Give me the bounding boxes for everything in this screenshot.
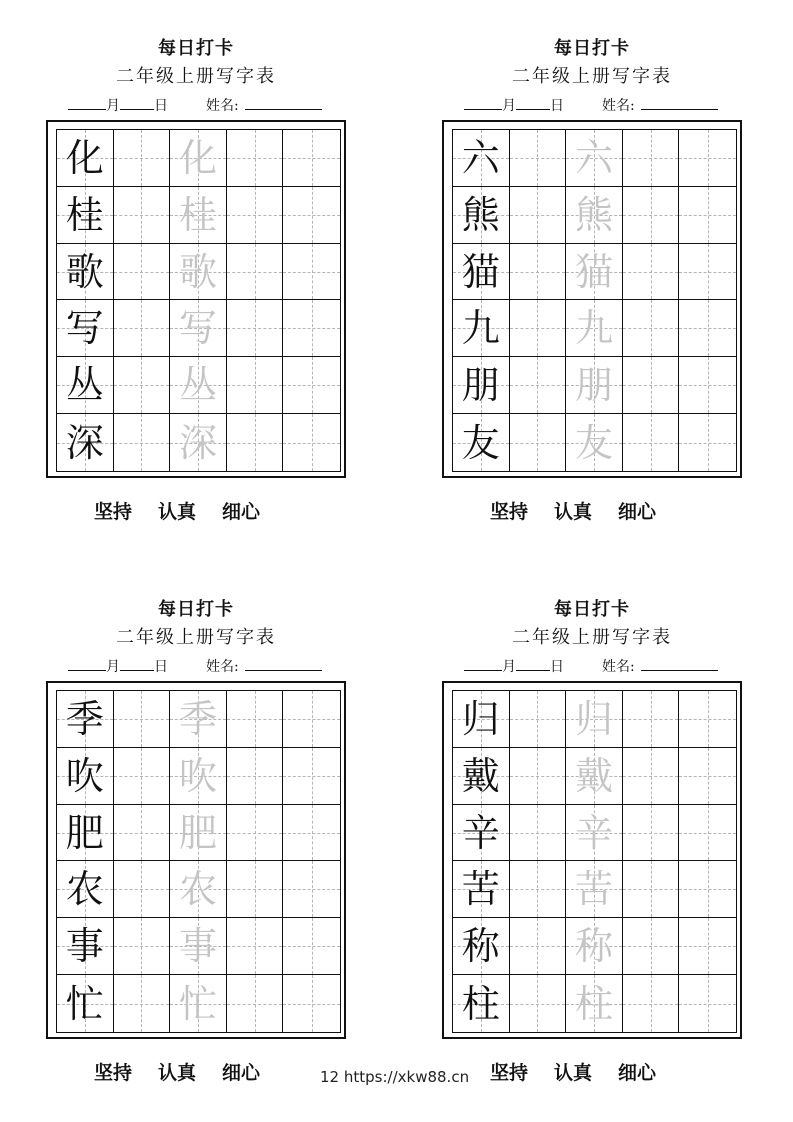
model-character: 季 — [65, 696, 104, 741]
model-cell — [57, 748, 114, 805]
month-blank[interactable] — [68, 94, 106, 110]
practice-frame — [46, 120, 346, 478]
blank-writing-cell[interactable] — [510, 414, 567, 471]
motto-attentive: 细心 — [618, 501, 657, 523]
month-blank[interactable] — [464, 655, 502, 671]
blank-writing-cell[interactable] — [227, 244, 284, 301]
day-blank[interactable] — [516, 655, 550, 671]
month-label: 月 — [106, 659, 120, 675]
trace-character: 柱 — [574, 981, 613, 1026]
trace-character: 季 — [178, 696, 217, 741]
sheet-title: 每日打卡 — [554, 38, 630, 59]
motto — [94, 1058, 286, 1085]
sheet-title: 每日打卡 — [158, 38, 234, 59]
model-cell — [453, 805, 510, 862]
model-character: 戴 — [461, 753, 500, 798]
name-label: 姓名: — [206, 659, 239, 675]
trace-character: 忙 — [178, 981, 217, 1026]
blank-writing-cell[interactable] — [227, 805, 284, 862]
blank-writing-cell[interactable] — [510, 691, 567, 748]
page-number: 12 — [320, 1068, 340, 1086]
blank-writing-cell[interactable] — [679, 244, 736, 301]
model-cell — [57, 975, 114, 1032]
name-blank[interactable] — [641, 655, 718, 671]
motto-careful: 认真 — [158, 1062, 197, 1084]
model-character: 六 — [461, 135, 500, 180]
practice-grid — [56, 129, 341, 472]
blank-writing-cell[interactable] — [623, 300, 680, 357]
model-cell — [453, 691, 510, 748]
motto-persist: 坚持 — [94, 1062, 133, 1084]
motto-persist: 坚持 — [490, 501, 529, 523]
name-label: 姓名: — [602, 659, 635, 675]
trace-cell[interactable] — [566, 300, 623, 357]
trace-cell[interactable] — [170, 975, 227, 1032]
trace-character: 农 — [178, 867, 217, 912]
blank-writing-cell[interactable] — [623, 357, 680, 414]
model-character: 农 — [65, 867, 104, 912]
trace-cell[interactable] — [566, 918, 623, 975]
sheet-subtitle: 二年级上册写字表 — [512, 66, 672, 87]
blank-writing-cell[interactable] — [114, 748, 171, 805]
model-cell — [453, 357, 510, 414]
model-cell — [57, 357, 114, 414]
blank-writing-cell[interactable] — [623, 918, 680, 975]
model-cell — [57, 805, 114, 862]
day-label: 日 — [154, 659, 168, 675]
practice-frame — [442, 120, 742, 478]
model-character: 深 — [65, 420, 104, 465]
blank-writing-cell[interactable] — [623, 414, 680, 471]
model-character: 熊 — [461, 192, 500, 237]
trace-cell[interactable] — [566, 861, 623, 918]
model-cell — [57, 861, 114, 918]
blank-writing-cell[interactable] — [623, 805, 680, 862]
trace-character: 戴 — [574, 753, 613, 798]
blank-writing-cell[interactable] — [679, 357, 736, 414]
trace-character: 称 — [574, 924, 613, 969]
trace-character: 写 — [178, 306, 217, 351]
motto — [490, 1058, 682, 1085]
trace-cell[interactable] — [566, 357, 623, 414]
blank-writing-cell[interactable] — [283, 975, 340, 1032]
trace-cell[interactable] — [170, 244, 227, 301]
blank-writing-cell[interactable] — [283, 187, 340, 244]
date-name-line — [68, 655, 322, 677]
trace-character: 猫 — [574, 249, 613, 294]
model-character: 写 — [65, 306, 104, 351]
sheet-title: 每日打卡 — [554, 599, 630, 620]
trace-cell[interactable] — [566, 130, 623, 187]
blank-writing-cell[interactable] — [283, 414, 340, 471]
blank-writing-cell[interactable] — [114, 805, 171, 862]
trace-character: 九 — [574, 306, 613, 351]
trace-cell[interactable] — [170, 805, 227, 862]
trace-cell[interactable] — [566, 414, 623, 471]
day-label: 日 — [550, 98, 564, 114]
motto-careful: 认真 — [554, 501, 593, 523]
model-character: 猫 — [461, 249, 500, 294]
motto-attentive: 细心 — [618, 1062, 657, 1084]
trace-character: 熊 — [574, 192, 613, 237]
blank-writing-cell[interactable] — [510, 748, 567, 805]
month-blank[interactable] — [68, 655, 106, 671]
practice-grid — [56, 690, 341, 1033]
motto-attentive: 细心 — [222, 1062, 261, 1084]
motto-attentive: 细心 — [222, 501, 261, 523]
blank-writing-cell[interactable] — [510, 805, 567, 862]
name-blank[interactable] — [641, 94, 718, 110]
trace-character: 吹 — [178, 753, 217, 798]
trace-character: 肥 — [178, 810, 217, 855]
trace-cell[interactable] — [566, 975, 623, 1032]
day-label: 日 — [550, 659, 564, 675]
model-cell — [453, 975, 510, 1032]
trace-cell[interactable] — [566, 691, 623, 748]
blank-writing-cell[interactable] — [227, 187, 284, 244]
blank-writing-cell[interactable] — [114, 130, 171, 187]
model-cell — [57, 244, 114, 301]
blank-writing-cell[interactable] — [283, 130, 340, 187]
trace-cell[interactable] — [170, 130, 227, 187]
model-cell — [57, 187, 114, 244]
model-cell — [57, 300, 114, 357]
model-character: 苦 — [461, 867, 500, 912]
trace-cell[interactable] — [170, 414, 227, 471]
blank-writing-cell[interactable] — [283, 805, 340, 862]
blank-writing-cell[interactable] — [623, 748, 680, 805]
model-character: 歌 — [65, 249, 104, 294]
trace-cell[interactable] — [566, 187, 623, 244]
blank-writing-cell[interactable] — [283, 357, 340, 414]
day-blank[interactable] — [120, 94, 154, 110]
blank-writing-cell[interactable] — [510, 918, 567, 975]
trace-character: 朋 — [574, 363, 613, 408]
motto — [94, 497, 286, 524]
blank-writing-cell[interactable] — [227, 300, 284, 357]
blank-writing-cell[interactable] — [679, 861, 736, 918]
name-label: 姓名: — [206, 98, 239, 114]
blank-writing-cell[interactable] — [114, 300, 171, 357]
model-cell — [453, 414, 510, 471]
model-cell — [453, 748, 510, 805]
blank-writing-cell[interactable] — [227, 748, 284, 805]
day-label: 日 — [154, 98, 168, 114]
trace-character: 苦 — [574, 867, 613, 912]
blank-writing-cell[interactable] — [679, 691, 736, 748]
blank-writing-cell[interactable] — [623, 975, 680, 1032]
model-character: 丛 — [65, 363, 104, 408]
model-cell — [453, 918, 510, 975]
name-label: 姓名: — [602, 98, 635, 114]
blank-writing-cell[interactable] — [114, 187, 171, 244]
blank-writing-cell[interactable] — [679, 748, 736, 805]
model-cell — [453, 130, 510, 187]
model-character: 桂 — [65, 192, 104, 237]
sheet-subtitle: 二年级上册写字表 — [116, 66, 276, 87]
blank-writing-cell[interactable] — [679, 300, 736, 357]
trace-character: 桂 — [178, 192, 217, 237]
model-character: 事 — [65, 924, 104, 969]
blank-writing-cell[interactable] — [679, 130, 736, 187]
blank-writing-cell[interactable] — [227, 414, 284, 471]
blank-writing-cell[interactable] — [510, 861, 567, 918]
sheet-subtitle: 二年级上册写字表 — [512, 627, 672, 648]
motto-careful: 认真 — [158, 501, 197, 523]
model-character: 辛 — [461, 810, 500, 855]
model-cell — [57, 918, 114, 975]
blank-writing-cell[interactable] — [227, 130, 284, 187]
trace-character: 化 — [178, 135, 217, 180]
practice-grid — [452, 129, 737, 472]
blank-writing-cell[interactable] — [227, 975, 284, 1032]
blank-writing-cell[interactable] — [679, 805, 736, 862]
blank-writing-cell[interactable] — [510, 244, 567, 301]
trace-character: 辛 — [574, 810, 613, 855]
model-character: 归 — [461, 696, 500, 741]
model-character: 九 — [461, 306, 500, 351]
model-character: 化 — [65, 135, 104, 180]
trace-cell[interactable] — [566, 805, 623, 862]
blank-writing-cell[interactable] — [114, 918, 171, 975]
model-cell — [453, 300, 510, 357]
trace-cell[interactable] — [170, 300, 227, 357]
name-blank[interactable] — [245, 655, 322, 671]
blank-writing-cell[interactable] — [227, 357, 284, 414]
model-character: 朋 — [461, 363, 500, 408]
date-name-line — [68, 94, 322, 116]
day-blank[interactable] — [516, 94, 550, 110]
blank-writing-cell[interactable] — [227, 861, 284, 918]
sheet-subtitle: 二年级上册写字表 — [116, 627, 276, 648]
sheet-title: 每日打卡 — [158, 599, 234, 620]
model-cell — [57, 691, 114, 748]
blank-writing-cell[interactable] — [623, 130, 680, 187]
trace-character: 丛 — [178, 363, 217, 408]
model-character: 吹 — [65, 753, 104, 798]
blank-writing-cell[interactable] — [114, 861, 171, 918]
source-url: https://xkw88.cn — [343, 1068, 470, 1086]
trace-character: 深 — [178, 420, 217, 465]
page-footer — [320, 1068, 469, 1086]
blank-writing-cell[interactable] — [510, 300, 567, 357]
motto — [490, 497, 682, 524]
blank-writing-cell[interactable] — [679, 414, 736, 471]
blank-writing-cell[interactable] — [510, 357, 567, 414]
blank-writing-cell[interactable] — [283, 748, 340, 805]
model-cell — [57, 414, 114, 471]
motto-persist: 坚持 — [94, 501, 133, 523]
practice-grid — [452, 690, 737, 1033]
trace-character: 事 — [178, 924, 217, 969]
date-name-line — [464, 94, 718, 116]
model-character: 柱 — [461, 981, 500, 1026]
month-label: 月 — [106, 98, 120, 114]
blank-writing-cell[interactable] — [623, 861, 680, 918]
blank-writing-cell[interactable] — [114, 975, 171, 1032]
trace-cell[interactable] — [170, 187, 227, 244]
trace-character: 归 — [574, 696, 613, 741]
trace-cell[interactable] — [170, 748, 227, 805]
model-cell — [453, 861, 510, 918]
blank-writing-cell[interactable] — [283, 918, 340, 975]
model-character: 忙 — [65, 981, 104, 1026]
blank-writing-cell[interactable] — [283, 300, 340, 357]
trace-character: 友 — [574, 420, 613, 465]
trace-character: 歌 — [178, 249, 217, 294]
model-character: 称 — [461, 924, 500, 969]
blank-writing-cell[interactable] — [679, 187, 736, 244]
model-cell — [453, 187, 510, 244]
model-character: 肥 — [65, 810, 104, 855]
blank-writing-cell[interactable] — [679, 975, 736, 1032]
motto-persist: 坚持 — [490, 1062, 529, 1084]
blank-writing-cell[interactable] — [227, 918, 284, 975]
model-cell — [57, 130, 114, 187]
blank-writing-cell[interactable] — [679, 918, 736, 975]
practice-frame — [442, 681, 742, 1039]
blank-writing-cell[interactable] — [114, 244, 171, 301]
practice-frame — [46, 681, 346, 1039]
trace-cell[interactable] — [170, 918, 227, 975]
model-character: 友 — [461, 420, 500, 465]
trace-cell[interactable] — [170, 357, 227, 414]
trace-character: 六 — [574, 135, 613, 180]
month-label: 月 — [502, 659, 516, 675]
blank-writing-cell[interactable] — [510, 130, 567, 187]
blank-writing-cell[interactable] — [283, 861, 340, 918]
motto-careful: 认真 — [554, 1062, 593, 1084]
trace-cell[interactable] — [170, 861, 227, 918]
month-label: 月 — [502, 98, 516, 114]
blank-writing-cell[interactable] — [510, 187, 567, 244]
date-name-line — [464, 655, 718, 677]
blank-writing-cell[interactable] — [623, 187, 680, 244]
blank-writing-cell[interactable] — [283, 691, 340, 748]
blank-writing-cell[interactable] — [510, 975, 567, 1032]
blank-writing-cell[interactable] — [623, 244, 680, 301]
blank-writing-cell[interactable] — [623, 691, 680, 748]
day-blank[interactable] — [120, 655, 154, 671]
model-cell — [453, 244, 510, 301]
trace-cell[interactable] — [566, 748, 623, 805]
trace-cell[interactable] — [170, 691, 227, 748]
name-blank[interactable] — [245, 94, 322, 110]
trace-cell[interactable] — [566, 244, 623, 301]
blank-writing-cell[interactable] — [283, 244, 340, 301]
month-blank[interactable] — [464, 94, 502, 110]
blank-writing-cell[interactable] — [114, 357, 171, 414]
blank-writing-cell[interactable] — [227, 691, 284, 748]
blank-writing-cell[interactable] — [114, 414, 171, 471]
blank-writing-cell[interactable] — [114, 691, 171, 748]
